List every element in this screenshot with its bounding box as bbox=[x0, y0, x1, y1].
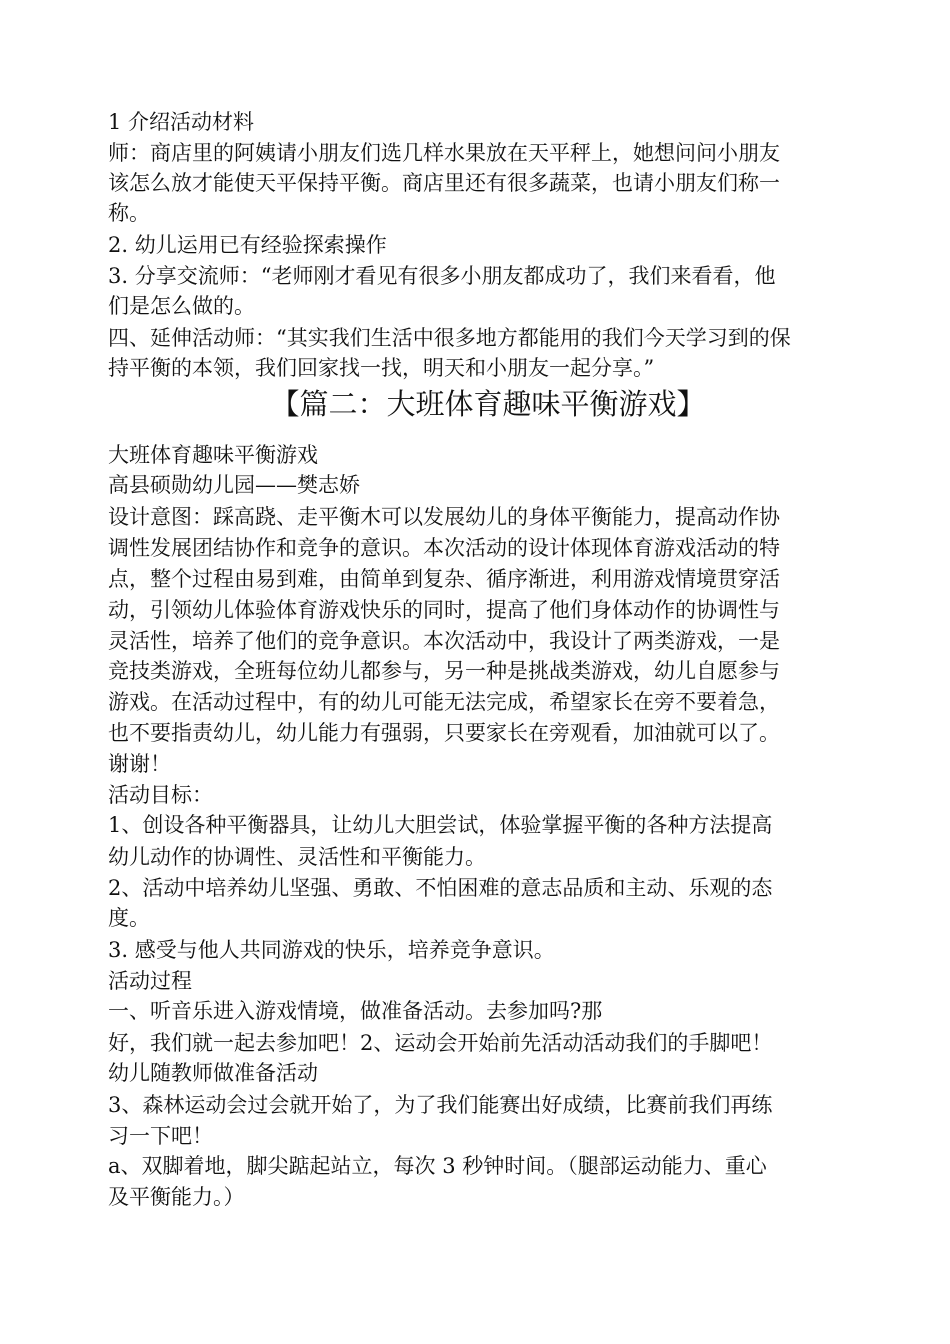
text-line: 习一下吧！ bbox=[108, 1124, 213, 1148]
text-line: 竞技类游戏，全班每位幼儿都参与，另一种是挑战类游戏，幼儿自愿参与 bbox=[108, 659, 780, 683]
section-heading: 【篇二：大班体育趣味平衡游戏】 bbox=[270, 387, 706, 421]
text-line: 们是怎么做的。 bbox=[108, 294, 255, 318]
text-line: 好，我们就一起去参加吧！2、运动会开始前先活动活动我们的手脚吧！ bbox=[108, 1031, 773, 1055]
text-line: 称。 bbox=[108, 201, 150, 225]
text-line: 3. 感受与他人共同游戏的快乐，培养竞争意识。 bbox=[108, 938, 555, 962]
text-line: 也不要指责幼儿，幼儿能力有强弱，只要家长在旁观看，加油就可以了。 bbox=[108, 721, 780, 745]
text-line: 2、活动中培养幼儿坚强、勇敢、不怕困难的意志品质和主动、乐观的态 bbox=[108, 876, 773, 900]
text-line: 设计意图：踩高跷、走平衡木可以发展幼儿的身体平衡能力，提高动作协 bbox=[108, 505, 780, 529]
text-line: a、双脚着地，脚尖踮起站立，每次 3 秒钟时间。（腿部运动能力、重心 bbox=[108, 1154, 767, 1178]
text-line: 大班体育趣味平衡游戏 bbox=[108, 443, 318, 467]
text-line: 点，整个过程由易到难，由简单到复杂、循序渐进，利用游戏情境贯穿活 bbox=[108, 567, 780, 591]
text-line: 动，引领幼儿体验体育游戏快乐的同时，提高了他们身体动作的协调性与 bbox=[108, 598, 780, 622]
text-line: 谢谢！ bbox=[108, 752, 171, 776]
text-line: 持平衡的本领，我们回家找一找，明天和小朋友一起分享。” bbox=[108, 356, 655, 380]
text-line: 游戏。在活动过程中，有的幼儿可能无法完成，希望家长在旁不要着急， bbox=[108, 690, 780, 714]
text-line: 调性发展团结协作和竞争的意识。本次活动的设计体现体育游戏活动的特 bbox=[108, 536, 780, 560]
text-line: 1、创设各种平衡器具，让幼儿大胆尝试，体验掌握平衡的各种方法提高 bbox=[108, 813, 773, 837]
text-line: 幼儿动作的协调性、灵活性和平衡能力。 bbox=[108, 845, 486, 869]
text-line: 及平衡能力。） bbox=[108, 1185, 245, 1209]
text-line: 活动过程 bbox=[108, 969, 192, 993]
text-line: 3. 分享交流师：“老师刚才看见有很多小朋友都成功了，我们来看看，他 bbox=[108, 264, 776, 288]
text-line: 幼儿随教师做准备活动 bbox=[108, 1061, 318, 1085]
text-line: 灵活性，培养了他们的竞争意识。本次活动中，我设计了两类游戏，一是 bbox=[108, 629, 780, 653]
text-line: 活动目标： bbox=[108, 783, 213, 807]
text-line: 师：商店里的阿姨请小朋友们选几样水果放在天平秤上，她想问问小朋友 bbox=[108, 141, 780, 165]
text-line: 高县硕勋幼儿园——樊志娇 bbox=[108, 473, 360, 497]
text-line: 该怎么放才能使天平保持平衡。商店里还有很多蔬菜，也请小朋友们称一 bbox=[108, 171, 780, 195]
text-line: 3、森林运动会过会就开始了，为了我们能赛出好成绩，比赛前我们再练 bbox=[108, 1093, 773, 1117]
text-line: 度。 bbox=[108, 906, 150, 930]
text-line: 四、延伸活动师：“其实我们生活中很多地方都能用的我们今天学习到的保 bbox=[108, 326, 791, 350]
text-line: 一、听音乐进入游戏情境，做准备活动。去参加吗?那 bbox=[108, 999, 603, 1023]
text-line: 2. 幼儿运用已有经验探索操作 bbox=[108, 233, 387, 257]
text-line: 1 介绍活动材料 bbox=[108, 110, 255, 134]
